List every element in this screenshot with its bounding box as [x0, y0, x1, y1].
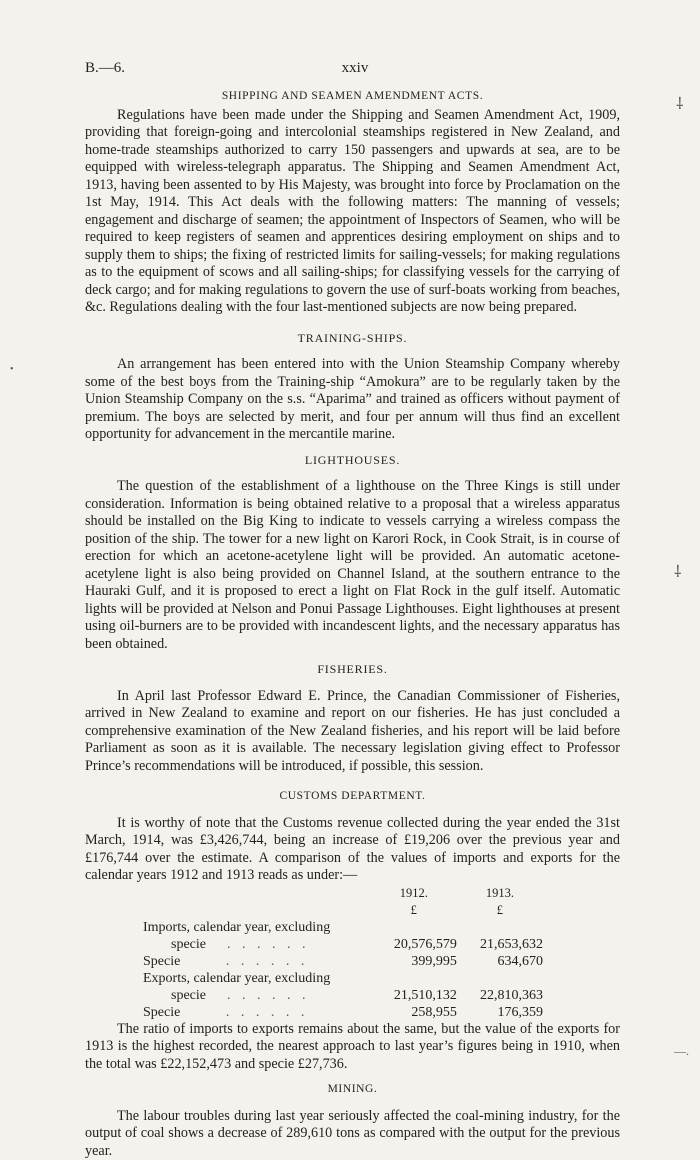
margin-mark: • — [10, 364, 14, 375]
value-1913: 634,670 — [457, 953, 543, 970]
value-1913: 22,810,363 — [457, 987, 543, 1004]
page-number: xxiv — [85, 60, 625, 77]
value-1913: 21,653,632 — [457, 936, 543, 953]
section-paragraph: An arrangement has been entered into with the Union Steamship Company whereby some of the best boys from the Training-ship “Amokura” are to be regularly taken by the Union Steamship Company on the s.s. “Aparima” and trained as officers without payment of premium. The boys are selected by merit, and four per annum will thus find an excellent opportunity for advancement in the mercantile marine. — [85, 356, 620, 444]
page-reference: B.—6. — [85, 60, 125, 77]
value-1912: 20,576,579 — [371, 936, 457, 953]
table-row — [143, 953, 543, 970]
section-heading: CUSTOMS DEPARTMENT. — [85, 788, 620, 806]
section-heading: TRAINING-SHIPS. — [85, 330, 620, 348]
table-header-row — [143, 885, 543, 902]
margin-mark: ⸸ — [676, 92, 684, 114]
section-paragraph: In April last Professor Edward E. Prince, the Canadian Commissioner of Fisheries, arrived in New Zealand to examine and report on our fisheries. He has just concluded a comprehensive examination of the New Zealand fisheries, and his report will be laid before Parliament as soon as it is available. The necessary legislation giving effect to Professor Prince’s recommendations will be introduced, if possible, this session. — [85, 688, 620, 776]
year-header-1912: 1912. — [371, 885, 457, 902]
row-label: specie . . . . . . — [143, 987, 371, 1004]
customs-table — [143, 885, 543, 1021]
table-row — [143, 987, 543, 1004]
currency-symbol: £ — [371, 902, 457, 919]
value-1913: 176,359 — [457, 1004, 543, 1021]
section-paragraph: Regulations have been made under the Shipping and Seamen Amendment Act, 1909, providing that foreign-going and intercolonial steamships registered in New Zealand, and home-trade steamships authorized to carry 150 passengers and upwards at sea, are to be equipped with wireless-telegraph apparatus. The Shipping and Seamen Amendment Act, 1913, having been assented to by His Majesty, was brought into force by Proclamation on the 1st May, 1914. This Act deals with the following matters: The manning of vessels; engagement and discharge of seamen; the appointment of Inspectors of Seamen, who will be required to keep registers of seamen and apprentices desiring employment on ships and to supply them to ships; the fixing of restricted limits for sailing-vessels; for making regulations as to the equipment of scows and all sailing-ships; for classifying vessels for the carrying of deck cargo; and for making regulations to govern the use of surf-boats working from beaches, &c. Regulations dealing with the four last-mentioned subjects are now being prepared. — [85, 107, 620, 317]
currency-symbol: £ — [457, 902, 543, 919]
margin-mark: ⸸ — [674, 560, 682, 582]
section-heading: SHIPPING AND SEAMEN AMENDMENT ACTS. — [85, 88, 620, 106]
year-header-1913: 1913. — [457, 885, 543, 902]
page-body — [85, 88, 620, 1160]
row-label: specie . . . . . . — [143, 936, 371, 953]
table-currency-row — [143, 902, 543, 919]
section-paragraph: It is worthy of note that the Customs revenue collected during the year ended the 31st March, 1914, was £3,426,744, being an increase of £19,206 over the previous year and £176,744 over the estimate. A comparison of the values of imports and exports for the calendar years 1912 and 1913 reads as under:— — [85, 815, 620, 885]
section-paragraph: The ratio of imports to exports remains about the same, but the value of the exports for 1913 is the highest recorded, the nearest approach to last year’s figures being in 1910, when the total was £22,152,473 and specie £27,736. — [85, 1021, 620, 1074]
row-label: Exports, calendar year, excluding — [143, 970, 543, 987]
value-1912: 399,995 — [371, 953, 457, 970]
table-row — [143, 970, 543, 987]
section-heading: FISHERIES. — [85, 661, 620, 679]
table-row — [143, 936, 543, 953]
table-row — [143, 919, 543, 936]
value-1912: 258,955 — [371, 1004, 457, 1021]
row-label: Specie . . . . . . — [143, 1004, 371, 1021]
page-header — [85, 60, 625, 80]
margin-mark: —. — [674, 1044, 689, 1059]
section-paragraph: The labour troubles during last year seriously affected the coal-mining industry, for the output of coal shows a decrease of 289,610 tons as compared with the output for the previous year. — [85, 1108, 620, 1160]
value-1912: 21,510,132 — [371, 987, 457, 1004]
table-row — [143, 1004, 543, 1021]
row-label: Imports, calendar year, excluding — [143, 919, 543, 936]
section-paragraph: The question of the establishment of a lighthouse on the Three Kings is still under consideration. Information is being obtained relative to a proposal that a wireless apparatus should be installed on the Big King to indicate to vessels carrying a wireless compass the position of the ship. The tower for a new light on Karori Rock, in Cook Strait, is in course of erection for which an acetone-acetylene light will be provided. An automatic acetone-acetylene light is also being provided on Channel Island, at the southern entrance to the Hauraki Gulf, and it is proposed to erect a light on Flat Rock in the gulf itself. Automatic lights will be provided at Nelson and Ponui Passage Lighthouses. Eight lighthouses at present using oil-burners are to be provided with incandescent lights, and the necessary apparatus has been obtained. — [85, 478, 620, 653]
section-heading: MINING. — [85, 1081, 620, 1099]
section-heading: LIGHTHOUSES. — [85, 452, 620, 470]
row-label: Specie . . . . . . — [143, 953, 371, 970]
